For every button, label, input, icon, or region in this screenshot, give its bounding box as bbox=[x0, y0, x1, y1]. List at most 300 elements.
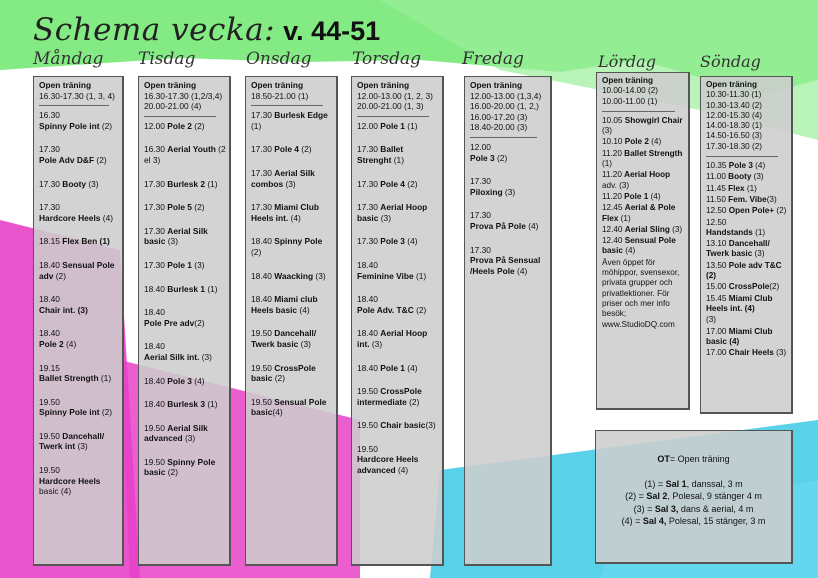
class-room: (3) bbox=[669, 224, 683, 234]
class-time: 19.15 bbox=[39, 362, 60, 373]
class-room: (3) bbox=[602, 126, 613, 136]
class-time: 19.50 bbox=[357, 443, 378, 454]
day-column bbox=[33, 76, 124, 566]
class-room: (4) bbox=[622, 246, 636, 256]
class-name: Aerial Silk advanced bbox=[144, 422, 208, 444]
class-entry bbox=[706, 195, 788, 205]
divider bbox=[251, 105, 323, 106]
class-name: Flex bbox=[728, 183, 745, 193]
class-time: 17.30 bbox=[470, 176, 491, 187]
class-time: 17.30 bbox=[357, 178, 378, 189]
class-room: (3) bbox=[199, 351, 212, 362]
class-room: basic (4) bbox=[39, 486, 72, 497]
class-room: (2) bbox=[99, 407, 113, 418]
day-column bbox=[700, 76, 793, 414]
class-entry bbox=[706, 161, 788, 171]
class-entry bbox=[357, 294, 439, 315]
note-text: Även öppet för möhippor, svensexor, privata grupper och privatlektioner. För priser och mer info besök; www.StudioDQ.com bbox=[602, 257, 680, 329]
class-name: Sensual Pole adv bbox=[39, 259, 115, 281]
open-training-times: 10.30-11.30 (1) 10.30-13.40 (2) 12.00-15.30 (4) 14.00-18.30 (1) 14.50-16.50 (3) 17.30-18.30 (2) bbox=[706, 90, 762, 151]
class-name: Showgirl Chair bbox=[624, 115, 683, 125]
class-time: 17.30 bbox=[39, 144, 60, 155]
class-entry bbox=[357, 179, 439, 190]
class-room: (4) bbox=[648, 137, 662, 147]
class-entry bbox=[602, 170, 685, 191]
week-range: v. 44-51 bbox=[283, 16, 381, 46]
day-heading-onsdag: Onsdag bbox=[246, 49, 312, 69]
class-entry bbox=[251, 236, 333, 257]
class-name: Pole adv T&C (2) bbox=[706, 260, 782, 281]
class-room: (2) bbox=[774, 206, 787, 216]
class-name: Pole Pre adv bbox=[144, 317, 195, 328]
class-room: (3) bbox=[773, 348, 787, 358]
class-entry bbox=[602, 236, 685, 257]
class-name: Dancehall/ Twerk basic bbox=[706, 239, 770, 259]
class-name: CrossPole bbox=[728, 282, 770, 292]
class-room: (2) bbox=[94, 154, 107, 165]
day-heading-tisdag: Tisdag bbox=[138, 49, 196, 69]
day-heading-lordag: Lördag bbox=[598, 52, 656, 71]
class-entry bbox=[706, 206, 788, 216]
class-room: (3) bbox=[752, 249, 765, 259]
class-entry bbox=[706, 348, 788, 358]
class-name: Pole 3 bbox=[380, 236, 405, 247]
open-training-times: 18.50-21.00 (1) bbox=[251, 90, 309, 101]
class-time: 12.50 bbox=[706, 217, 727, 227]
class-name: Feminine Vibe bbox=[357, 270, 414, 281]
class-name: Ballet Strenght bbox=[357, 144, 404, 165]
class-name: Flex Ben (1) bbox=[62, 236, 110, 247]
class-name: Open träning bbox=[357, 80, 410, 90]
class-time: 12.00 bbox=[144, 120, 165, 131]
class-room: (4) bbox=[288, 212, 301, 223]
class-room: (4) bbox=[395, 465, 409, 476]
class-entry bbox=[144, 399, 226, 410]
class-time: 11.45 bbox=[706, 183, 726, 193]
class-entry bbox=[39, 328, 119, 349]
class-entry bbox=[251, 397, 333, 418]
class-time: 17.30 bbox=[251, 110, 272, 121]
class-entry bbox=[144, 80, 226, 112]
class-time: 12.40 bbox=[602, 224, 623, 234]
class-time: 12.50 bbox=[706, 206, 727, 216]
class-entry bbox=[706, 261, 788, 282]
class-name: Prova På Sensual /Heels Pole bbox=[470, 255, 541, 276]
class-name: Burlesk Edge bbox=[274, 110, 328, 121]
legend-ot bbox=[596, 453, 791, 466]
class-name: Open träning bbox=[251, 80, 304, 90]
class-entry bbox=[357, 236, 439, 247]
class-room: (2) bbox=[191, 120, 205, 131]
class-time: 13.50 bbox=[706, 260, 727, 270]
class-room: (3) bbox=[165, 236, 178, 247]
class-name: Aerial Silk int. bbox=[144, 351, 200, 362]
class-name: Miami club Heels basic bbox=[251, 294, 318, 315]
class-room: (3) bbox=[298, 338, 311, 349]
class-entry bbox=[602, 76, 685, 107]
class-time: 15.45 bbox=[706, 293, 727, 303]
class-name: Dancehall/ Twerk basic bbox=[251, 328, 317, 349]
class-entry bbox=[144, 121, 226, 132]
class-entry bbox=[144, 179, 226, 190]
class-entry bbox=[251, 144, 333, 155]
class-room: (1) bbox=[98, 373, 112, 384]
class-entry bbox=[251, 110, 333, 131]
class-room: (1) bbox=[205, 399, 218, 410]
class-time: 19.50 bbox=[251, 328, 272, 339]
class-time: 17.30 bbox=[357, 202, 378, 213]
class-name: Chair Heels bbox=[728, 348, 774, 358]
class-time: 11.20 bbox=[602, 170, 622, 180]
class-entry bbox=[144, 226, 226, 247]
class-room: (3) bbox=[766, 194, 777, 204]
class-entry bbox=[706, 315, 788, 325]
class-entry bbox=[470, 210, 547, 231]
class-name: Open träning bbox=[602, 76, 653, 85]
class-entry bbox=[602, 203, 685, 224]
class-name: Pole 2 bbox=[624, 137, 649, 147]
class-time: 17.30 bbox=[39, 178, 60, 189]
class-room: (3) bbox=[191, 259, 205, 270]
class-time: 10.05 bbox=[602, 115, 623, 125]
class-entry bbox=[357, 202, 439, 223]
class-entry bbox=[357, 260, 439, 281]
class-time: 17.30 bbox=[39, 202, 60, 213]
class-name: Miami Club basic (4) bbox=[706, 326, 773, 346]
class-room: (2) bbox=[272, 373, 285, 384]
class-entry bbox=[706, 294, 788, 315]
class-room: (2) bbox=[165, 467, 178, 478]
class-time: 18.40 bbox=[144, 307, 165, 318]
class-time: 18.40 bbox=[251, 294, 272, 305]
day-heading-sondag: Söndag bbox=[700, 52, 761, 71]
class-name: Open träning bbox=[144, 80, 197, 90]
class-entry bbox=[602, 116, 685, 137]
class-name: Aerial Silk combos bbox=[251, 167, 315, 189]
class-entry bbox=[706, 80, 788, 152]
class-name: Open Pole+ bbox=[728, 206, 775, 216]
class-name: Chair basic bbox=[380, 420, 426, 431]
class-entry bbox=[357, 121, 439, 132]
divider bbox=[470, 137, 537, 138]
class-room: (4) bbox=[752, 161, 766, 171]
class-time: 18.40 bbox=[357, 362, 378, 373]
open-training-times: 16.30-17.30 (1,2/3,4) 20.00-21.00 (4) bbox=[144, 90, 223, 112]
class-room: (4) bbox=[272, 407, 283, 418]
class-entry bbox=[357, 420, 439, 431]
class-entry bbox=[39, 144, 119, 165]
class-time: 18.40 bbox=[39, 259, 60, 270]
class-time: 17.30 bbox=[251, 144, 272, 155]
class-room: (4) bbox=[100, 212, 114, 223]
class-time: 16.30 bbox=[144, 144, 165, 155]
class-name: Handstands bbox=[706, 227, 753, 237]
class-room: (4) bbox=[525, 220, 539, 231]
class-room: (1) bbox=[404, 120, 418, 131]
day-column bbox=[245, 76, 338, 566]
class-time: 11.50 bbox=[706, 194, 726, 204]
title-script: Schema vecka: bbox=[33, 12, 276, 48]
day-column bbox=[138, 76, 231, 566]
class-entry bbox=[357, 444, 439, 476]
class-name: Spinny Pole int bbox=[39, 407, 100, 418]
class-time: 18.40 bbox=[144, 375, 165, 386]
class-entry bbox=[144, 144, 226, 165]
class-room: (2) bbox=[251, 246, 262, 257]
class-room: adv. (3) bbox=[602, 180, 630, 190]
class-name: Aerial & Pole Flex bbox=[602, 203, 676, 223]
legend-room: (3) = Sal 3, dans & aerial, 4 m bbox=[633, 503, 754, 514]
class-room: (2 el 3) bbox=[144, 144, 226, 165]
class-name: Aerial Hoop bbox=[624, 170, 671, 180]
class-time: 18.40 bbox=[39, 328, 60, 339]
class-name: Aerial Hoop int. bbox=[357, 328, 428, 349]
class-name: Dancehall/ Twerk int bbox=[39, 430, 105, 452]
class-name: Ballet Strength bbox=[624, 148, 683, 158]
class-time: 17.30 bbox=[470, 244, 491, 255]
class-entry bbox=[251, 363, 333, 384]
class-name: Burlesk 1 bbox=[167, 283, 206, 294]
class-name: Pole Adv D&F bbox=[39, 154, 95, 165]
class-room: (4) bbox=[297, 304, 310, 315]
class-time: 17.30 bbox=[357, 144, 378, 155]
class-time: 10.35 bbox=[706, 161, 727, 171]
class-name: Aerial Youth bbox=[167, 144, 216, 155]
class-room: (2) bbox=[298, 144, 312, 155]
class-name: Hardcore Heels advanced bbox=[357, 454, 419, 476]
class-time: 18.40 bbox=[144, 341, 165, 352]
class-name: Prova På Pole bbox=[470, 220, 526, 231]
day-heading-mandag: Måndag bbox=[33, 49, 104, 69]
class-time: 18.40 bbox=[357, 328, 378, 339]
legend-ot-abbr: OT bbox=[657, 454, 670, 464]
class-name: Aerial Silk basic bbox=[144, 225, 208, 247]
class-entry bbox=[706, 172, 788, 182]
class-entry bbox=[470, 142, 547, 163]
class-time: 10.10 bbox=[602, 137, 623, 147]
class-name: Pole 1 bbox=[380, 362, 405, 373]
class-room: (3) bbox=[425, 420, 436, 431]
class-room: (2) bbox=[99, 120, 113, 131]
class-room: (2) bbox=[194, 317, 205, 328]
class-entry bbox=[706, 184, 788, 194]
class-time: 18.40 bbox=[39, 294, 60, 305]
class-time: 19.50 bbox=[144, 422, 165, 433]
class-time: 19.50 bbox=[251, 362, 272, 373]
class-time: 18.40 bbox=[144, 399, 165, 410]
legend-ot-text: = Open träning bbox=[669, 454, 730, 464]
class-room: (3) bbox=[283, 178, 296, 189]
class-room: (4) bbox=[514, 265, 528, 276]
class-name: Hardcore Heels bbox=[39, 212, 101, 223]
class-name: Hardcore Heels bbox=[39, 475, 101, 486]
class-room: (1) bbox=[205, 178, 218, 189]
class-entry bbox=[706, 327, 788, 348]
class-entry bbox=[39, 294, 119, 315]
class-room: (1) bbox=[413, 270, 427, 281]
class-name: Miami Club Heels int. (4) bbox=[706, 293, 773, 313]
class-room: (2) bbox=[406, 396, 420, 407]
class-time: 19.50 bbox=[357, 386, 378, 397]
class-name: Ballet Strength bbox=[39, 373, 99, 384]
class-entry bbox=[706, 282, 788, 292]
class-entry bbox=[357, 144, 439, 165]
class-time: 19.50 bbox=[144, 456, 165, 467]
class-room: (2) bbox=[404, 178, 418, 189]
class-room: (2) bbox=[191, 202, 205, 213]
class-entry bbox=[470, 245, 547, 277]
class-time: 19.50 bbox=[39, 465, 60, 476]
class-entry bbox=[144, 457, 226, 478]
class-time: 12.00 bbox=[357, 120, 378, 131]
class-name: Pole 4 bbox=[274, 144, 299, 155]
class-name: Pole 1 bbox=[624, 191, 649, 201]
class-time: 18.40 bbox=[357, 294, 378, 305]
class-name: Piloxing bbox=[470, 186, 503, 197]
class-time: 17.30 bbox=[144, 178, 165, 189]
class-time: 12.00 bbox=[470, 141, 491, 152]
class-room: (1) bbox=[251, 120, 262, 131]
day-column bbox=[596, 72, 690, 410]
class-name: Pole 3 bbox=[167, 375, 192, 386]
class-name: Burlesk 2 bbox=[167, 178, 206, 189]
class-name: Aerial Sling bbox=[624, 224, 670, 234]
class-entry bbox=[602, 137, 685, 147]
class-room: (1) bbox=[391, 154, 404, 165]
class-name: Pole 1 bbox=[380, 120, 405, 131]
class-name: Pole 3 bbox=[728, 161, 753, 171]
class-time: 19.50 bbox=[251, 396, 272, 407]
class-name: Open träning bbox=[470, 80, 523, 90]
class-name: Sensual Pole basic bbox=[602, 236, 676, 256]
class-entry bbox=[251, 80, 333, 101]
class-entry bbox=[357, 363, 439, 374]
open-training-times: 10.00-14.00 (2) 10.00-11.00 (1) bbox=[602, 86, 658, 106]
legend-room: (4) = Sal 4, Polesal, 15 stänger, 3 m bbox=[621, 516, 766, 526]
class-time: 11.20 bbox=[602, 148, 622, 158]
class-name: Pole 4 bbox=[380, 178, 405, 189]
class-entry bbox=[144, 284, 226, 295]
class-name: Open träning bbox=[706, 80, 757, 89]
class-entry bbox=[39, 236, 119, 247]
class-entry bbox=[251, 328, 333, 349]
class-entry bbox=[144, 307, 226, 328]
class-entry bbox=[357, 328, 439, 349]
class-room: (1) bbox=[618, 213, 631, 223]
class-name: Miami Club Heels int. bbox=[251, 202, 319, 223]
class-room: (2) bbox=[769, 282, 780, 292]
class-room: (4) bbox=[191, 375, 205, 386]
class-entry bbox=[470, 176, 547, 197]
class-time: 17.00 bbox=[706, 326, 727, 336]
class-entry bbox=[39, 202, 119, 223]
class-room: (4) bbox=[648, 191, 661, 201]
class-name: Pole 2 bbox=[167, 120, 192, 131]
legend-room: (1) = Sal 1, danssal, 3 m bbox=[644, 478, 743, 489]
divider bbox=[357, 116, 429, 117]
class-entry bbox=[602, 149, 685, 170]
open-training-times: 16.30-17.30 (1, 3, 4) bbox=[39, 90, 115, 101]
divider bbox=[39, 105, 109, 106]
class-name: Booty bbox=[62, 178, 87, 189]
day-heading-fredag: Fredag bbox=[462, 49, 524, 69]
class-time: 11.20 bbox=[602, 191, 622, 201]
class-time: 17.30 bbox=[357, 236, 378, 247]
class-room: (3) bbox=[313, 270, 326, 281]
class-entry bbox=[144, 260, 226, 271]
class-room: (3) bbox=[502, 186, 516, 197]
class-time: 16.30 bbox=[39, 110, 60, 121]
class-name: Open träning bbox=[39, 80, 92, 90]
class-name: Pole 5 bbox=[167, 202, 192, 213]
class-time: 11.00 bbox=[706, 172, 726, 182]
day-column bbox=[464, 76, 552, 566]
class-entry bbox=[144, 376, 226, 387]
class-entry bbox=[39, 465, 119, 497]
class-time: 17.30 bbox=[144, 202, 165, 213]
legend-box bbox=[595, 430, 793, 564]
class-entry bbox=[706, 218, 788, 239]
class-name: Waacking bbox=[274, 270, 314, 281]
schedule-title bbox=[33, 12, 380, 52]
open-training-times: 12.00-13.00 (1, 2, 3) 20.00-21.00 (1, 3) bbox=[357, 90, 433, 112]
class-time: 12.40 bbox=[602, 236, 623, 246]
class-time: 17.30 bbox=[470, 210, 491, 221]
class-name: Sensual Pole basic bbox=[251, 396, 327, 418]
class-time: 17.30 bbox=[251, 202, 272, 213]
class-entry bbox=[251, 202, 333, 223]
open-training-times: 12.00-13.00 (1,3,4) 16.00-20.00 (1, 2,) 16.00-17.20 (3) 18.40-20.00 (3) bbox=[470, 90, 542, 133]
class-entry bbox=[39, 179, 119, 190]
class-room: (3) bbox=[369, 338, 383, 349]
class-entry bbox=[602, 225, 685, 235]
class-entry bbox=[39, 431, 119, 452]
class-room: (1) bbox=[205, 283, 218, 294]
class-entry bbox=[357, 386, 439, 407]
class-name: Burlesk 3 bbox=[167, 399, 206, 410]
class-entry bbox=[39, 260, 119, 281]
class-name: CrossPole basic bbox=[251, 362, 316, 384]
class-name: Chair int. (3) bbox=[39, 304, 88, 315]
class-time: 18.40 bbox=[357, 259, 378, 270]
class-room: (3) bbox=[751, 172, 764, 182]
class-room: (4) bbox=[63, 338, 77, 349]
class-name: Pole 1 bbox=[167, 259, 192, 270]
divider bbox=[706, 156, 778, 157]
class-entry bbox=[144, 341, 226, 362]
class-entry bbox=[357, 80, 439, 112]
class-entry bbox=[144, 423, 226, 444]
class-entry bbox=[39, 363, 119, 384]
class-time: 18.40 bbox=[251, 236, 272, 247]
class-name: Fem. Vibe bbox=[728, 194, 767, 204]
class-entry bbox=[602, 192, 685, 202]
class-room: (4) bbox=[404, 362, 418, 373]
class-room: (4) bbox=[404, 236, 418, 247]
class-entry bbox=[39, 397, 119, 418]
class-time: 19.50 bbox=[357, 420, 378, 431]
class-time: 17.00 bbox=[706, 348, 727, 358]
class-room: (1) bbox=[602, 159, 613, 169]
class-room: (3) bbox=[182, 433, 196, 444]
class-name: CrossPole intermediate bbox=[357, 386, 422, 407]
class-room: (2) bbox=[413, 304, 427, 315]
class-time: 12.45 bbox=[602, 203, 623, 213]
class-name: Spinny Pole basic bbox=[144, 456, 216, 478]
class-name: Pole Adv. T&C bbox=[357, 304, 414, 315]
class-time: 13.10 bbox=[706, 239, 727, 249]
class-room: (3) bbox=[75, 441, 88, 452]
